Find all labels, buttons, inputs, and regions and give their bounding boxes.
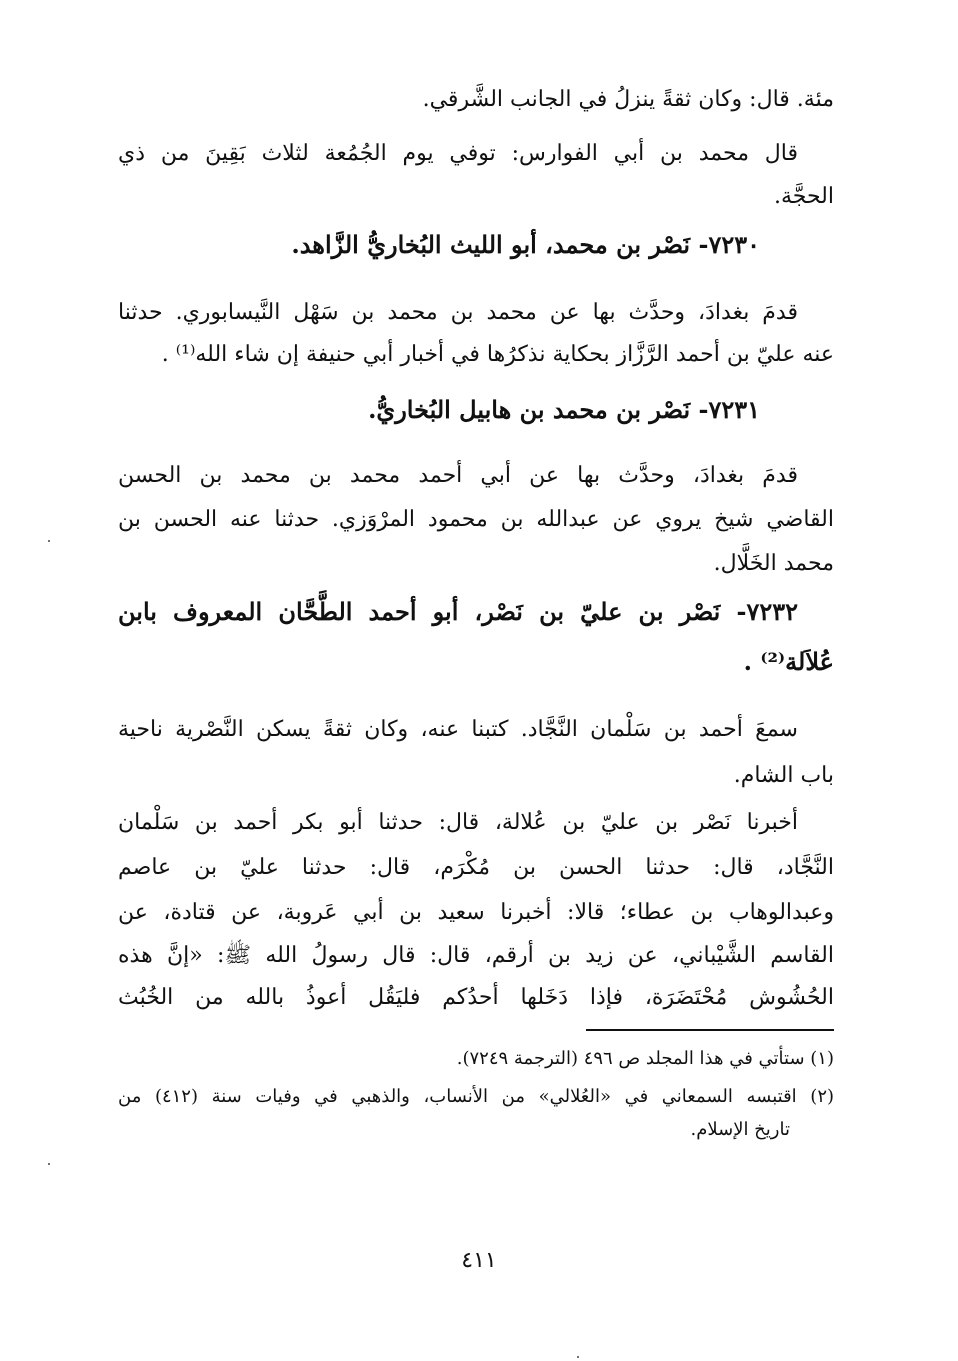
text-line: القاسم الشَّيْباني، عن زيد بن أرقم، قال: قال رسولُ الله ﷺ: «إنَّ هذه — [118, 943, 834, 968]
text-line: الحجَّة. — [773, 184, 834, 209]
text-line: وعبدالوهاب بن عطاء؛ قالا: أخبرنا سعيد بن أبي عَروبة، عن قتادة، عن — [118, 900, 834, 925]
text-line: الحُشُوش مُحْتَضَرَة، فإذا دَخَلها أحدُكم فليَقُل أعوذُ بالله من الخُبُث — [118, 985, 834, 1010]
text-line: القاضي شيخ يروي عن عبدالله بن محمود المرْوَزي. حدثنا عنه الحسن بن — [118, 507, 834, 532]
text-line: عنه عليّ بن أحمد الرَّزَّاز بحكاية نذكرُها في أخبار أبي حنيفة إن شاء الله⁽¹⁾ . — [161, 342, 834, 367]
text-line: قدمَ بغدادَ، وحدَّث بها عن محمد بن محمد بن سَهْل النَّيسابوري. حدثنا — [118, 300, 798, 325]
text-line: النَّجَّاد، قال: حدثنا الحسن بن مُكْرَم، قال: حدثنا عليّ بن عاصم — [118, 855, 834, 880]
text-line: سمعَ أحمد بن سَلْمان النَّجَّاد. كتبنا عنه، وكان ثقةً يسكن النَّصْرية ناحية — [118, 717, 798, 742]
entry-heading-7232-cont: عُلاَلة⁽²⁾ . — [743, 647, 834, 676]
footnote-2-cont: تاريخ الإسلام. — [690, 1119, 790, 1140]
footnotes — [118, 0, 834, 1200]
text-line: أخبرنا نَصْر بن عليّ بن عُلالة، قال: حدثنا أبو بكر أحمد بن سَلْمان — [118, 810, 798, 835]
text-line: قال محمد بن أبي الفوارس: توفي يوم الجُمُعة لثلاث بَقِينَ من ذي — [118, 141, 798, 166]
footnote-1: (١) ستأتي في هذا المجلد ص ٤٩٦ (الترجمة ٧٢٤٩). — [456, 1048, 834, 1069]
scan-speck — [48, 540, 50, 542]
text-line: باب الشام. — [733, 763, 834, 788]
scan-speck — [577, 1356, 579, 1358]
text-line: قدمَ بغدادَ، وحدَّث بها عن أبي أحمد محمد بن محمد بن الحسن — [118, 463, 798, 488]
text-line: محمد الخَلَّال. — [713, 551, 834, 576]
page-number: ٤١١ — [461, 1248, 497, 1273]
entry-heading-7231: ٧٢٣١- نَصْر بن محمد بن هابيل البُخاريُّ. — [368, 395, 760, 424]
entry-heading-7230: ٧٢٣٠- نَصْر بن محمد، أبو الليث البُخاريُّ الزَّاهد. — [291, 230, 760, 259]
entry-heading-7232: ٧٢٣٢- نَصْر بن عليّ بن نَصْر، أبو أحمد الطَّحَّان المعروف بابن — [118, 597, 798, 626]
footnote-2: (٢) اقتبسه السمعاني في «العُلالي» من الأنساب، والذهبي في وفيات سنة (٤١٢) من — [118, 1086, 835, 1107]
text-line: مئة. قال: وكان ثقةً ينزلُ في الجانب الشَّرقي. — [422, 87, 834, 112]
scan-speck — [48, 1163, 50, 1165]
